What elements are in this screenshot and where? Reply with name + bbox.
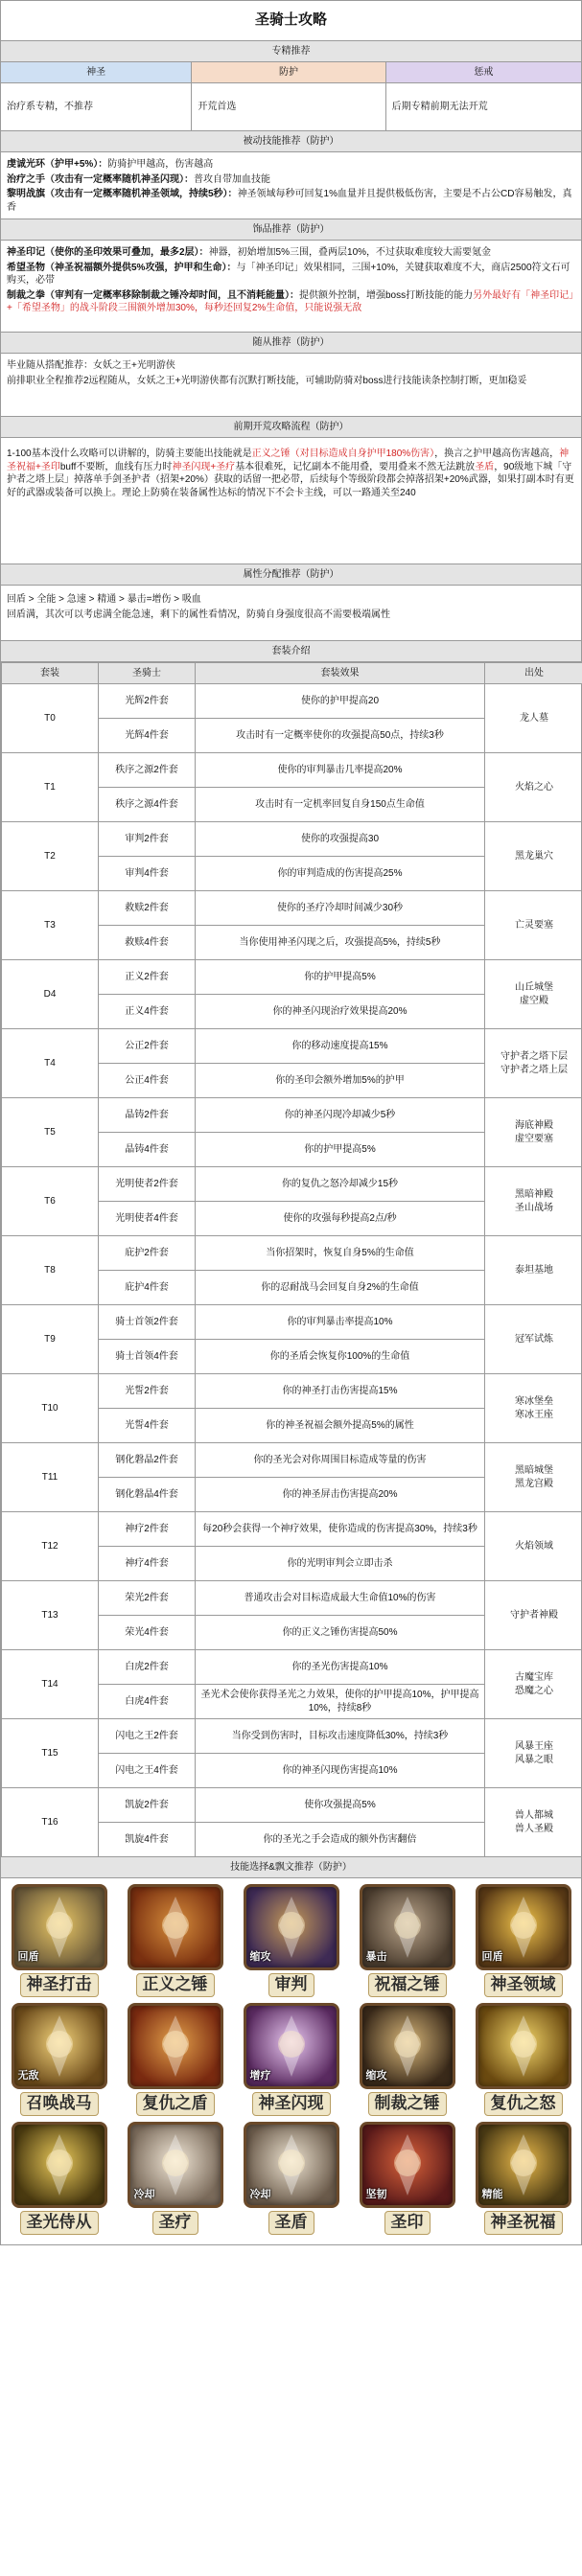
skill-card (354, 1884, 461, 1997)
set-effect: 你的神圣打击伤害提高15% (196, 1374, 485, 1409)
skill-name: 召唤战马 (20, 2092, 99, 2116)
set-source: 火焰之心 (485, 753, 582, 822)
relic-block (1, 241, 581, 333)
spec-retribution-desc: 后期专精前期无法开荒 (391, 101, 488, 112)
set-effect: 使你的护甲提高20 (196, 684, 485, 719)
set-effect: 使你的攻强每秒提高2点/秒 (196, 1202, 485, 1236)
follower-line: 前排职业全程推荐2远程随从，女妖之王+光明游侠都有沉默打断技能，可辅助防骑对boss进行技能读条控制打断，更加稳妥 (7, 375, 527, 386)
skill-tag: 暴击 (365, 1951, 387, 1964)
passive-line (7, 158, 575, 172)
skill-tag: 无敌 (17, 2070, 39, 2082)
consecration-icon (476, 1884, 571, 1970)
passive-name: 虔诚光环（护甲+5%）： (7, 159, 108, 170)
set-piece-name: 光辉4件套 (99, 719, 196, 753)
col-source: 出处 (485, 663, 582, 684)
set-piece-name: 秩序之源4件套 (99, 788, 196, 822)
skill-tag: 坚韧 (365, 2189, 387, 2201)
skill-name: 制裁之锤 (368, 2092, 447, 2116)
set-source: 冠军试炼 (485, 1305, 582, 1374)
set-source: 风暴王座 风暴之眼 (485, 1719, 582, 1788)
spec-header: 专精推荐 (1, 41, 581, 62)
holy-blessing-icon (476, 2122, 571, 2208)
set-effect: 你的圣光之手会造成的额外伤害翻倍 (196, 1823, 485, 1857)
page-title: 圣骑士攻略 (1, 1, 581, 41)
skill-card (6, 1884, 113, 1997)
set-piece-name: 公正4件套 (99, 1064, 196, 1098)
flow-seg: 1-100基本没什么攻略可以讲解的，防骑主要能出技能就是 (7, 448, 252, 459)
relic-line (7, 289, 575, 315)
skill-card (470, 2122, 577, 2235)
passive-name: 黎明战旗（攻击有一定概率随机神圣领域，持续5秒）： (7, 189, 238, 199)
spec-head-row (1, 62, 581, 83)
skill-row (1, 2122, 581, 2235)
flow-seg-red: 圣盾 (475, 461, 495, 472)
col-effect: 套装效果 (196, 663, 485, 684)
relic-text: 提供额外控制，增强boss打断技能的能力 (299, 289, 474, 301)
skill-card (354, 2122, 461, 2235)
spec-holy-desc: 治疗系专精，不推荐 (1, 83, 192, 130)
set-effect: 你的神圣闪现治疗效果提高20% (196, 995, 485, 1029)
relic-text: 神器，初始增加5%三围，叠两层10%，不过获取难度较大需要氪金 (208, 247, 492, 258)
skill-name: 圣盾 (268, 2211, 314, 2235)
set-piece-name: 骑士首领4件套 (99, 1340, 196, 1374)
set-piece-name: 庇护2件套 (99, 1236, 196, 1271)
sets-table (1, 662, 582, 1857)
skill-name: 神圣祝福 (484, 2211, 563, 2235)
skill-card (122, 1884, 229, 1997)
skill-name: 神圣打击 (20, 1973, 99, 1997)
hammer-of-justice-icon (360, 2003, 455, 2089)
set-tier: T0 (2, 684, 99, 753)
table-row (2, 1788, 582, 1823)
skill-name: 神圣领域 (484, 1973, 563, 1997)
set-piece-name: 正义4件套 (99, 995, 196, 1029)
col-tier: 套装 (2, 663, 99, 684)
set-effect: 使你的圣疗冷却时间减少30秒 (196, 891, 485, 926)
skill-card (238, 2122, 345, 2235)
set-effect: 你的神圣祝福会额外提高5%的属性 (196, 1409, 485, 1443)
set-piece-name: 钢化磐晶2件套 (99, 1443, 196, 1478)
set-source: 寒冰堡垒 寒冰王座 (485, 1374, 582, 1443)
flow-seg-red: 神圣闪现+圣疗 (172, 461, 236, 472)
flow-seg: ，换言之护甲越高伤害越高， (434, 448, 560, 459)
relic-name: 制裁之拳（审判有一定概率移除制裁之锤冷却时间，且不消耗能量）： (7, 289, 299, 301)
set-piece-name: 闪电之王2件套 (99, 1719, 196, 1754)
table-row (2, 1098, 582, 1133)
set-piece-name: 正义2件套 (99, 960, 196, 995)
skill-name: 复仇之怒 (484, 2092, 563, 2116)
set-effect: 你的圣光伤害提高10% (196, 1650, 485, 1685)
avenging-wrath-icon (476, 2003, 571, 2089)
set-source: 海底神殿 虚空要塞 (485, 1098, 582, 1167)
set-effect: 你的移动速度提高15% (196, 1029, 485, 1064)
set-piece-name: 钢化磐晶4件套 (99, 1478, 196, 1512)
set-source: 古魔宝库 恐魔之心 (485, 1650, 582, 1719)
set-effect: 当你使用神圣闪现之后，攻强提高5%，持续5秒 (196, 926, 485, 960)
flow-header: 前期开荒攻略流程（防护） (1, 417, 581, 438)
skill-name: 圣光侍从 (20, 2211, 99, 2235)
set-piece-name: 光明使者2件套 (99, 1167, 196, 1202)
set-piece-name: 晶铸2件套 (99, 1098, 196, 1133)
set-source: 龙人墓 (485, 684, 582, 753)
skill-card (6, 2003, 113, 2116)
set-effect: 使你攻强提高5% (196, 1788, 485, 1823)
set-tier: T3 (2, 891, 99, 960)
set-tier: T2 (2, 822, 99, 891)
skill-card (470, 1884, 577, 1997)
skill-tag: 冷却 (249, 2189, 271, 2201)
flow-text (7, 448, 575, 499)
set-tier: T4 (2, 1029, 99, 1098)
set-piece-name: 凯旋4件套 (99, 1823, 196, 1857)
skill-card (354, 2003, 461, 2116)
skills-grid (1, 1878, 581, 2244)
table-row (2, 822, 582, 857)
set-piece-name: 秩序之源2件套 (99, 753, 196, 788)
passive-line (7, 188, 575, 214)
set-source: 火焰领域 (485, 1512, 582, 1581)
set-tier: T13 (2, 1581, 99, 1650)
set-tier: T5 (2, 1098, 99, 1167)
set-tier: T9 (2, 1305, 99, 1374)
skill-tag: 精能 (481, 2189, 503, 2201)
sets-body (2, 684, 582, 1857)
set-tier: T6 (2, 1167, 99, 1236)
set-effect: 圣光术会使你获得圣光之力效果，使你的护甲提高10%，护甲提高10%，持续8秒 (196, 1685, 485, 1719)
passive-text: 防骑护甲越高，伤害越高 (107, 159, 214, 170)
summon-warhorse-icon (12, 2003, 107, 2089)
sets-header: 套装介绍 (1, 641, 581, 662)
set-effect: 你的圣印会额外增加5%的护甲 (196, 1064, 485, 1098)
set-effect: 攻击时有一定机率回复自身150点生命值 (196, 788, 485, 822)
flow-seg: 基本很难死，记忆副本不能用叠，要用叠来不然无法跳放 (235, 461, 476, 472)
set-source: 黑暗城堡 黑龙宫殿 (485, 1443, 582, 1512)
set-piece-name: 神疗2件套 (99, 1512, 196, 1547)
skill-name: 圣印 (384, 2211, 431, 2235)
table-row (2, 753, 582, 788)
relic-header: 饰品推荐（防护） (1, 219, 581, 241)
set-tier: T12 (2, 1512, 99, 1581)
set-effect: 你的神圣屏击伤害提高20% (196, 1478, 485, 1512)
avengers-shield-icon (128, 2003, 223, 2089)
set-tier: T1 (2, 753, 99, 822)
blessed-hammer-icon (360, 1884, 455, 1970)
set-effect: 你的护甲提高5% (196, 1133, 485, 1167)
set-effect: 当你受到伤害时，目标攻击速度降低30%，持续3秒 (196, 1719, 485, 1754)
follower-line: 毕业随从搭配推荐：女妖之王+光明游侠 (7, 360, 175, 371)
judgement-icon (244, 1884, 339, 1970)
spec-holy: 神圣 (1, 62, 192, 82)
set-effect: 你的神圣闪现冷却减少5秒 (196, 1098, 485, 1133)
set-piece-name: 荣光2件套 (99, 1581, 196, 1616)
set-source: 泰坦基地 (485, 1236, 582, 1305)
skill-tag: 回盾 (481, 1951, 503, 1964)
passive-text: 普攻自带加血技能 (194, 173, 270, 185)
spec-protection: 防护 (192, 62, 385, 82)
passive-text: 神圣领域每秒可回复1%血量并且提供极低伤害，主要是不占公CD容易触发，真香 (7, 189, 572, 213)
set-piece-name: 救赎4件套 (99, 926, 196, 960)
set-piece-name: 庇护4件套 (99, 1271, 196, 1305)
set-effect: 当你招架时，恢复自身5%的生命值 (196, 1236, 485, 1271)
relic-line (7, 246, 575, 260)
set-piece-name: 骑士首领2件套 (99, 1305, 196, 1340)
flow-seg: buff不要断，血线有压力时 (59, 461, 173, 472)
relic-text: 与「神圣印记」效果相同，三围+10%，关键获取难度不大，商店2500符文石可购买，必带 (7, 262, 570, 286)
attr-header: 属性分配推荐（防护） (1, 564, 581, 586)
set-piece-name: 白虎4件套 (99, 1685, 196, 1719)
flash-of-light-icon (244, 2003, 339, 2089)
flow-seg: ，90级地下城「守护者之塔上层」掉落单手剑圣护者（招架+20%）获取的话留一把必带，后续每个等级阶段都会掉落招架+20%武器，如果打副本时有更好的武器或装备可以换上。理论上防骑在装备属性达标的情况下不会卡主线，可以一路通关至240 (7, 461, 574, 498)
set-effect: 普通攻击会对目标造成最大生命值10%的伤害 (196, 1581, 485, 1616)
attr-block (1, 586, 581, 641)
set-effect: 你的忍耐战马会回复自身2%的生命值 (196, 1271, 485, 1305)
set-piece-name: 白虎2件套 (99, 1650, 196, 1685)
flow-block (1, 438, 581, 564)
set-effect: 使你的攻强提高30 (196, 822, 485, 857)
spec-body-row (1, 83, 581, 131)
set-tier: T11 (2, 1443, 99, 1512)
follower-block (1, 354, 581, 417)
set-piece-name: 公正2件套 (99, 1029, 196, 1064)
holy-strike-icon (12, 1884, 107, 1970)
follower-header: 随从推荐（防护） (1, 333, 581, 354)
set-piece-name: 光辉2件套 (99, 684, 196, 719)
relic-highlight: 另外最好有「神圣印记」+「希望圣物」的战斗阶段三围额外增加30%，每秒还回复2%生命值，只能说强无敌 (7, 289, 574, 313)
skill-row (1, 1884, 581, 1997)
set-piece-name: 救赎2件套 (99, 891, 196, 926)
skill-card (470, 2003, 577, 2116)
hammer-of-righteous-icon (128, 1884, 223, 1970)
set-piece-name: 闪电之王4件套 (99, 1754, 196, 1788)
set-tier: D4 (2, 960, 99, 1029)
set-piece-name: 神疗4件套 (99, 1547, 196, 1581)
skill-tag: 缩攻 (365, 2070, 387, 2082)
set-source: 黑龙巢穴 (485, 822, 582, 891)
skill-row (1, 2003, 581, 2116)
set-piece-name: 光明使者4件套 (99, 1202, 196, 1236)
set-tier: T8 (2, 1236, 99, 1305)
set-effect: 你的复仇之怒冷却减少15秒 (196, 1167, 485, 1202)
set-effect: 攻击时有一定概率使你的攻强提高50点，持续3秒 (196, 719, 485, 753)
relic-name: 希望圣物（神圣祝福额外提供5%攻强，护甲和生命）： (7, 262, 237, 273)
set-source: 山丘城堡 虚空殿 (485, 960, 582, 1029)
set-effect: 你的光明审判会立即击杀 (196, 1547, 485, 1581)
set-source: 亡灵要塞 (485, 891, 582, 960)
skill-card (6, 2122, 113, 2235)
flow-seg-red: 神圣祝福+圣印 (7, 448, 570, 472)
skill-tag: 回盾 (17, 1951, 39, 1964)
set-effect: 你的圣盾会恢复你100%的生命值 (196, 1340, 485, 1374)
set-piece-name: 光誓2件套 (99, 1374, 196, 1409)
set-effect: 你的正义之锤伤害提高50% (196, 1616, 485, 1650)
spec-protection-desc: 开荒首选 (192, 83, 385, 130)
skills-header: 技能选择&飘文推荐（防护） (1, 1857, 581, 1878)
set-source: 守护者之塔下层 守护者之塔上层 (485, 1029, 582, 1098)
lay-on-hands-icon (128, 2122, 223, 2208)
passive-block (1, 152, 581, 219)
skill-tag: 缩攻 (249, 1951, 271, 1964)
passive-header: 被动技能推荐（防护） (1, 131, 581, 152)
set-tier: T16 (2, 1788, 99, 1857)
skill-card (238, 2003, 345, 2116)
set-source: 黑暗神殿 圣山战场 (485, 1167, 582, 1236)
col-class: 圣骑士 (99, 663, 196, 684)
skill-name: 审判 (268, 1973, 314, 1997)
skill-name: 祝福之锤 (368, 1973, 447, 1997)
skill-tag: 冷却 (133, 2189, 155, 2201)
skill-tag: 增疗 (249, 2070, 271, 2082)
divine-shield-icon (244, 2122, 339, 2208)
relic-line (7, 262, 575, 288)
table-row (2, 1374, 582, 1409)
set-effect: 你的审判造成的伤害提高25% (196, 857, 485, 891)
table-row (2, 684, 582, 719)
set-piece-name: 凯旋2件套 (99, 1788, 196, 1823)
set-effect: 你的审判暴击率提高10% (196, 1305, 485, 1340)
table-row (2, 1581, 582, 1616)
set-tier: T14 (2, 1650, 99, 1719)
skill-card (238, 1884, 345, 1997)
table-row (2, 1443, 582, 1478)
table-row (2, 1029, 582, 1064)
set-piece-name: 晶铸4件套 (99, 1133, 196, 1167)
table-row (2, 960, 582, 995)
holy-seal-icon (360, 2122, 455, 2208)
table-row (2, 1236, 582, 1271)
set-tier: T10 (2, 1374, 99, 1443)
set-source: 守护者神殿 (485, 1581, 582, 1650)
skill-name: 正义之锤 (136, 1973, 215, 1997)
spec-retribution: 惩戒 (386, 62, 581, 82)
set-piece-name: 审判4件套 (99, 857, 196, 891)
table-row (2, 1305, 582, 1340)
set-effect: 你的神圣闪现伤害提高10% (196, 1754, 485, 1788)
passive-name: 治疗之手（攻击有一定概率随机神圣闪现）： (7, 173, 194, 185)
flow-seg-red: 正义之锤（对目标造成自身护甲180%伤害） (251, 448, 435, 459)
set-piece-name: 审判2件套 (99, 822, 196, 857)
skill-name: 复仇之盾 (136, 2092, 215, 2116)
set-source: 兽人都城 兽人圣殿 (485, 1788, 582, 1857)
table-row (2, 891, 582, 926)
table-row (2, 1719, 582, 1754)
skill-card (122, 2122, 229, 2235)
set-piece-name: 荣光4件套 (99, 1616, 196, 1650)
passive-line (7, 173, 575, 187)
skill-name: 圣疗 (152, 2211, 198, 2235)
set-effect: 每20秒会获得一个神疗效果，使你造成的伤害提高30%，持续3秒 (196, 1512, 485, 1547)
set-effect: 你的护甲提高5% (196, 960, 485, 995)
relic-name: 神圣印记（使你的圣印效果可叠加，最多2层）： (7, 247, 209, 258)
set-tier: T15 (2, 1719, 99, 1788)
set-piece-name: 光誓4件套 (99, 1409, 196, 1443)
skill-name: 神圣闪现 (252, 2092, 331, 2116)
set-effect: 使你的审判暴击几率提高20% (196, 753, 485, 788)
set-effect: 你的圣光会对你周围目标造成等量的伤害 (196, 1443, 485, 1478)
skill-card (122, 2003, 229, 2116)
attr-line: 回盾 > 全能 > 急速 > 精通 > 暴击=增伤 > 吸血 (7, 594, 201, 605)
light-servant-icon (12, 2122, 107, 2208)
table-row (2, 1512, 582, 1547)
attr-line: 回盾满，其次可以考虑满全能急速，剩下的属性看情况，防骑自身强度很高不需要极端属性 (7, 609, 390, 620)
table-row (2, 1650, 582, 1685)
table-row (2, 1167, 582, 1202)
